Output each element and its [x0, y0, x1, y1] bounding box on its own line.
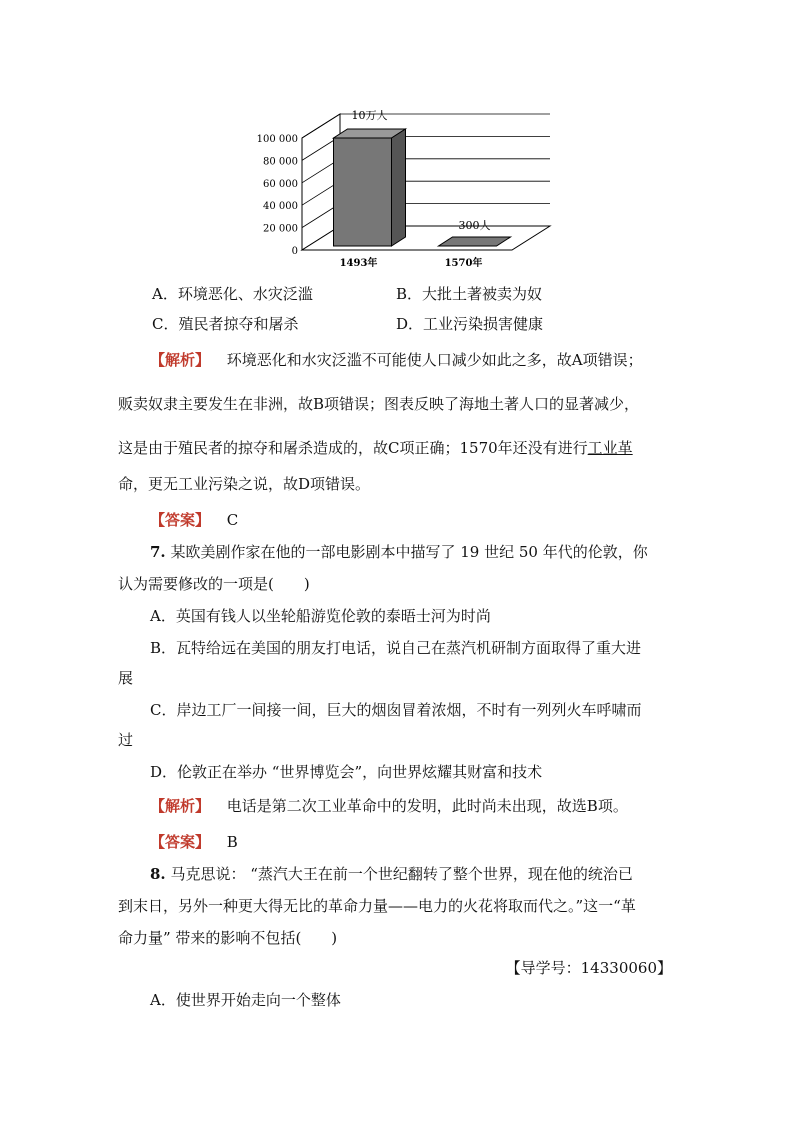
chart-bar-side-1 — [392, 129, 406, 246]
q8-stem-line-1 — [150, 864, 633, 884]
chart-y-tick-label: 0 — [291, 246, 298, 257]
chart-bar-1 — [334, 138, 392, 246]
population-bar-chart — [248, 92, 578, 270]
q6-analysis-line-1 — [150, 350, 643, 370]
chart-x-tick-label: 1570年 — [444, 258, 483, 269]
chart-data-label: 10万人 — [351, 109, 388, 122]
q6-analysis-line-4: 命，更无工业污染之说，故D项错误。 — [118, 475, 371, 493]
q7-analysis — [150, 796, 628, 816]
q7-option-c-line-2: 过 — [118, 731, 134, 749]
question-text: 马克思说： “蒸汽大王在前一个世纪翻转了整个世界，现在他的统治已 — [170, 865, 633, 883]
answer-tag: 【答案】 — [150, 833, 211, 851]
chart-y-tick-label: 60 000 — [263, 178, 298, 190]
chart-x-tick-label: 1493年 — [339, 258, 378, 269]
q6-analysis-line-2: 贩卖奴隶主要发生在非洲，故B项错误；图表反映了海地土著人口的显著减少， — [118, 395, 640, 413]
q7-stem-line-2: 认为需要修改的一项是( ) — [118, 575, 310, 593]
q6-analysis-line-3 — [118, 438, 633, 458]
chart-y-tick-label: 40 000 — [263, 201, 298, 213]
chart-data-label: 300人 — [458, 219, 491, 232]
q7-answer — [150, 832, 238, 852]
q6-option-b: B．大批土著被卖为奴 — [396, 285, 543, 303]
answer-value: C — [226, 511, 239, 529]
q8-stem-line-3: 命力量” 带来的影响不包括( ) — [118, 929, 338, 947]
q6-answer — [150, 510, 238, 530]
answer-tag: 【答案】 — [150, 511, 211, 529]
q7-stem-line-1 — [150, 542, 648, 562]
q7-option-b-line-2: 展 — [118, 669, 134, 687]
chart-y-tick-label: 20 000 — [263, 223, 298, 235]
question-number: 8. — [150, 865, 166, 883]
q7-option-d: D．伦敦正在举办 “世界博览会”，向世界炫耀其财富和技术 — [150, 763, 543, 781]
question-number: 7. — [150, 543, 166, 561]
analysis-tag: 【解析】 — [150, 351, 211, 369]
q8-stem-line-2: 到末日，另外一种更大得无比的革命力量——电力的火花将取而代之。”这一“革 — [118, 897, 636, 915]
chart-y-tick-label: 100 000 — [256, 134, 298, 145]
analysis-tag: 【解析】 — [150, 797, 211, 815]
chart-y-tick-label: 80 000 — [263, 156, 298, 168]
q6-option-d: D．工业污染损害健康 — [396, 315, 544, 333]
analysis-text: 这是由于殖民者的掠夺和屠杀造成的，故C项正确；1570年还没有进行 — [118, 439, 588, 457]
question-text: 某欧美剧作家在他的一部电影剧本中描写了 19 世纪 50 年代的伦敦，你 — [170, 543, 648, 561]
analysis-text: 环境恶化和水灾泛滥不可能使人口减少如此之多，故A项错误； — [226, 351, 643, 369]
analysis-text: 电话是第二次工业革命中的发明，此时尚未出现，故选B项。 — [226, 797, 628, 815]
guide-number: 【导学号：14330060】 — [505, 959, 672, 977]
q7-option-b-line-1: B．瓦特给远在美国的朋友打电话，说自己在蒸汽机研制方面取得了重大进 — [150, 639, 642, 657]
q6-option-a: A．环境恶化、水灾泛滥 — [152, 285, 313, 303]
underlined-text: 工业革 — [587, 439, 633, 457]
q8-option-a: A．使世界开始走向一个整体 — [150, 991, 341, 1009]
answer-value: B — [226, 833, 238, 851]
q6-option-c: C．殖民者掠夺和屠杀 — [152, 315, 299, 333]
q7-option-a: A．英国有钱人以坐轮船游览伦敦的泰晤士河为时尚 — [150, 607, 491, 625]
q7-option-c-line-1: C．岸边工厂一间接一间，巨大的烟囱冒着浓烟，不时有一列列火车呼啸而 — [150, 701, 642, 719]
